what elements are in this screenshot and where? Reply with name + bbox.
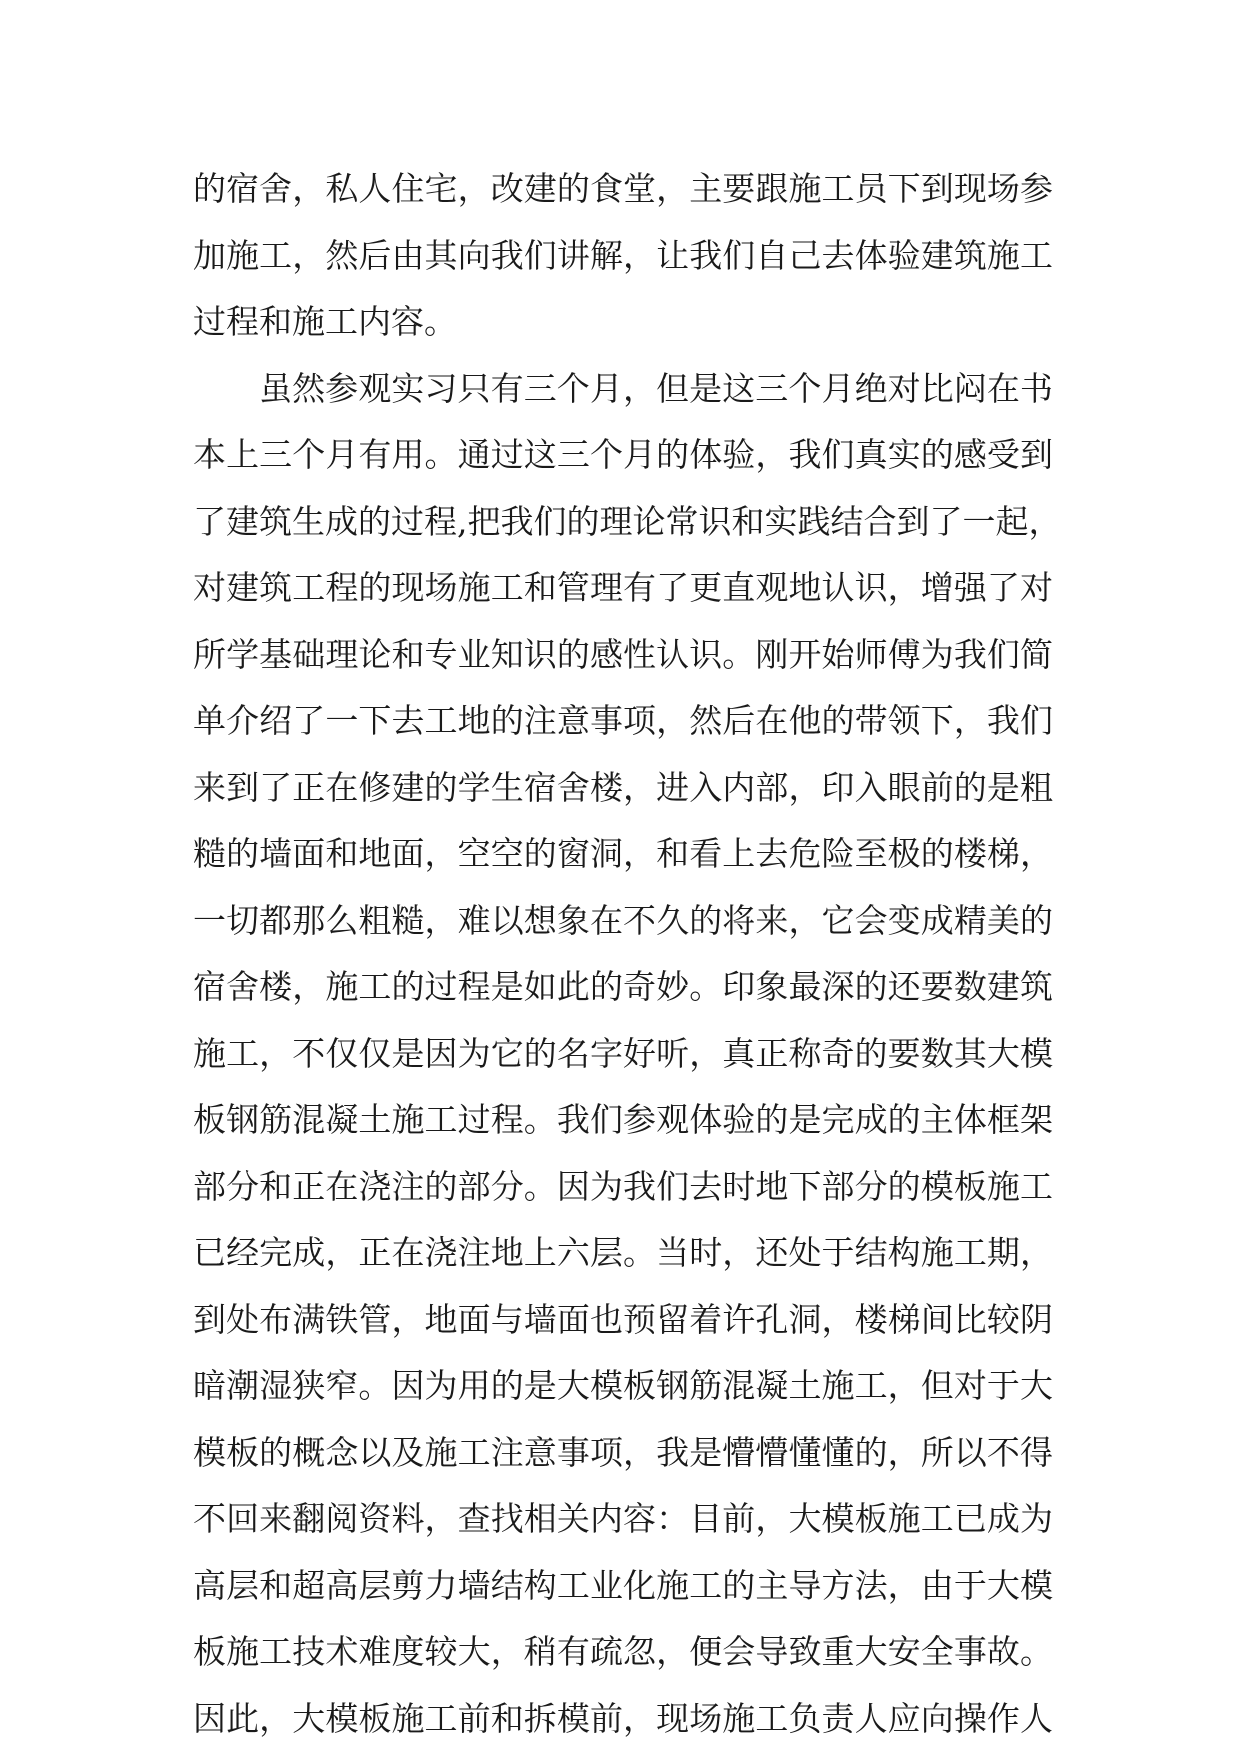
text-line: 暗潮湿狭窄。因为用的是大模板钢筋混凝土施工，但对于大 — [193, 1366, 1053, 1405]
document-body — [193, 156, 1062, 1752]
text-line: 宿舍楼，施工的过程是如此的奇妙。印象最深的还要数建筑 — [193, 967, 1053, 1006]
text-line: 对建筑工程的现场施工和管理有了更直观地认识，增强了对 — [193, 568, 1053, 607]
text-line: 过程和施工内容。 — [193, 302, 457, 341]
text-line: 因此，大模板施工前和拆模前，现场施工负责人应向操作人 — [193, 1698, 1053, 1738]
text-line: 了建筑生成的过程,把我们的理论常识和实践结合到了一起， — [193, 501, 1062, 541]
text-line: 本上三个月有用。通过这三个月的体验，我们真实的感受到 — [193, 435, 1053, 474]
text-line: 板钢筋混凝土施工过程。我们参观体验的是完成的主体框架 — [193, 1100, 1053, 1139]
text-line: 到处布满铁管，地面与墙面也预留着许孔洞，楼梯间比较阴 — [193, 1299, 1053, 1339]
text-line: 一切都那么粗糙，难以想象在不久的将来，它会变成精美的 — [193, 900, 1053, 940]
text-line: 板施工技术难度较大，稍有疏忽，便会导致重大安全事故。 — [193, 1632, 1053, 1671]
text-line: 糙的墙面和地面，空空的窗洞，和看上去危险至极的楼梯， — [193, 834, 1053, 873]
text-line: 虽然参观实习只有三个月，但是这三个月绝对比闷在书 — [259, 368, 1053, 408]
text-line: 所学基础理论和专业知识的感性认识。刚开始师傅为我们简 — [193, 634, 1053, 674]
text-line: 的宿舍，私人住宅，改建的食堂，主要跟施工员下到现场参 — [193, 169, 1053, 208]
text-line: 模板的概念以及施工注意事项，我是懵懵懂懂的，所以不得 — [193, 1432, 1053, 1472]
text-line: 部分和正在浇注的部分。因为我们去时地下部分的模板施工 — [193, 1166, 1053, 1206]
text-line: 单介绍了一下去工地的注意事项，然后在他的带领下，我们 — [193, 701, 1053, 740]
text-line: 高层和超高层剪力墙结构工业化施工的主导方法，由于大模 — [193, 1565, 1053, 1605]
text-line: 加施工，然后由其向我们讲解，让我们自己去体验建筑施工 — [193, 235, 1053, 275]
text-line: 来到了正在修建的学生宿舍楼，进入内部，印入眼前的是粗 — [193, 767, 1053, 807]
text-line: 不回来翻阅资料，查找相关内容：目前，大模板施工已成为 — [193, 1499, 1053, 1538]
text-line: 施工，不仅仅是因为它的名字好听，真正称奇的要数其大模 — [193, 1033, 1053, 1073]
text-line: 已经完成，正在浇注地上六层。当时，还处于结构施工期， — [193, 1233, 1053, 1272]
